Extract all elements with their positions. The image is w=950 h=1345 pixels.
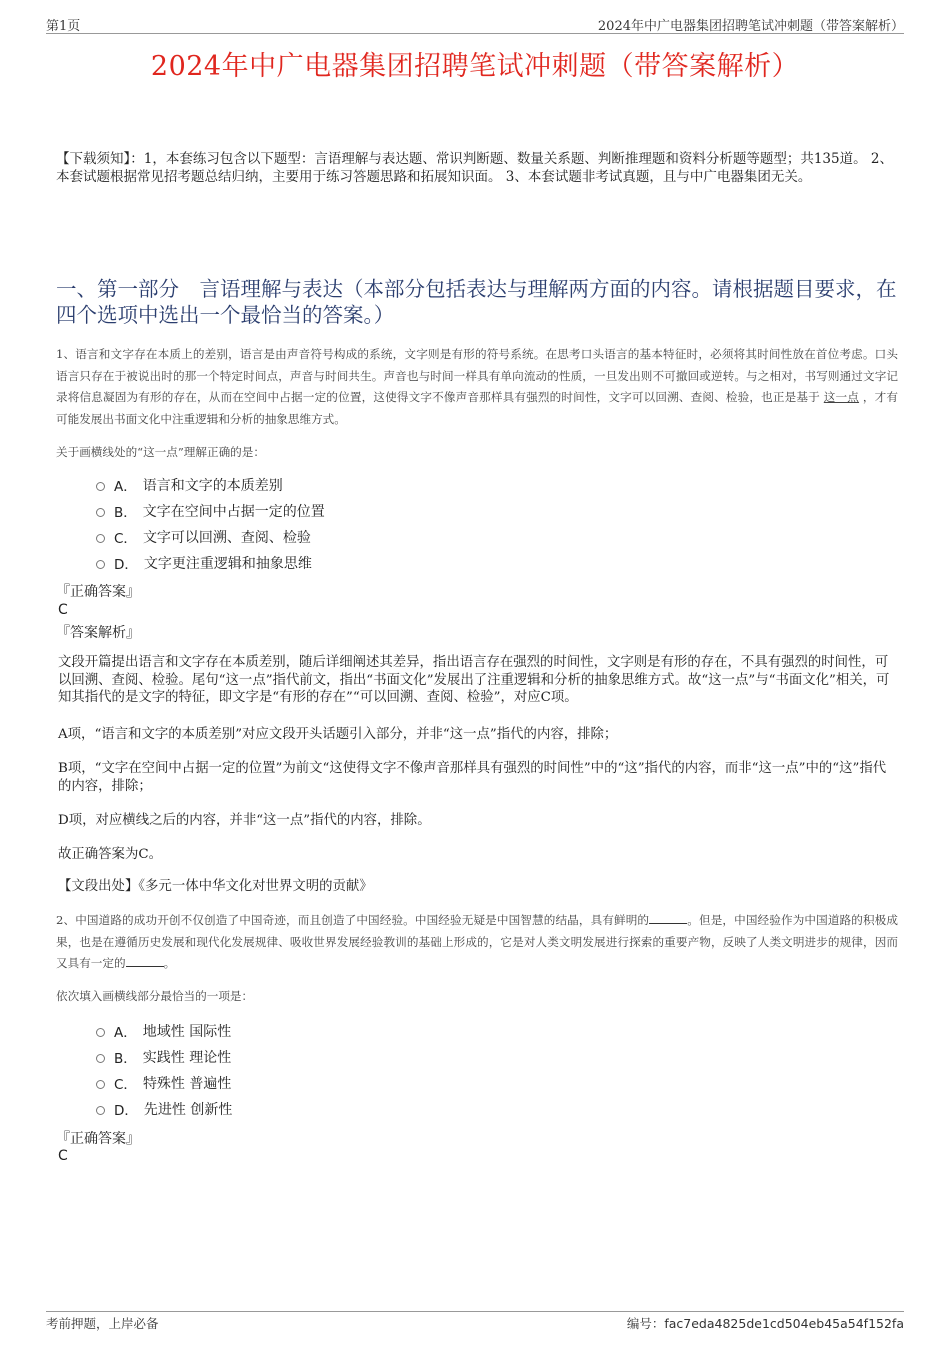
fill-blank [649,911,687,924]
option-letter: C． [114,1077,137,1093]
radio-icon[interactable] [96,1028,105,1037]
question-1-prompt: 关于画横线处的“这一点”理解正确的是： [56,445,265,459]
radio-icon[interactable] [96,1106,105,1115]
option-text: 语言和文字的本质差别 [142,478,283,494]
radio-icon[interactable] [96,1080,105,1089]
q2-option-b[interactable] [96,1046,231,1068]
analysis-label: 『答案解析』 [56,625,140,641]
source-citation: 【文段出处】《多元一体中华文化对世界文明的贡献》 [58,879,373,894]
q2-option-a[interactable] [96,1020,231,1042]
option-text: 地域性 国际性 [142,1024,232,1040]
correct-answer-value: C [58,602,68,618]
analysis-paragraph: D项，对应横线之后的内容，并非“这一点”指代的内容，排除。 [58,813,431,828]
q2-option-d[interactable] [96,1098,232,1120]
question-2-passage [56,910,898,975]
option-letter: D． [114,1103,138,1119]
option-letter: D． [114,557,138,573]
option-text: 文字在空间中占据一定的位置 [142,504,325,520]
code-value: fac7eda4825de1cd504eb45a54f152fa [664,1316,904,1331]
passage-text: 。 [163,956,176,970]
analysis-paragraph: A项，“语言和文字的本质差别”对应文段开头话题引入部分，并非“这一点”指代的内容，排除； [58,727,618,742]
option-letter: B． [114,1051,137,1067]
passage-text: 2、中国道路的成功开创不仅创造了中国奇迹，而且创造了中国经验。中国经验无疑是中国智慧的结晶，具有鲜明的 [56,913,650,927]
code-label: 编号： [626,1316,665,1331]
header-divider [46,33,904,34]
option-text: 实践性 理论性 [142,1050,232,1066]
header-doc-title: 2024年中广电器集团招聘笔试冲刺题（带答案解析） [597,19,904,34]
analysis-paragraph: 故正确答案为C。 [58,847,162,862]
radio-icon[interactable] [96,1054,105,1063]
correct-answer-value: C [58,1148,68,1164]
passage-text: 1、语言和文字存在本质上的差别，语言是由声音符号构成的系统，文字则是有形的符号系统。在思考口头语言的基本特征时，必须将其时间性放在首位考虑。口头语言只存在于被说出时的那一个特定时间点，声音与时间共生。声音也与时间一样具有单向流动的性质，一旦发出则不可撤回或逆转。与之相对，书写则通过文字记录将信息凝固为有形的存在，从而在空间中占据一定的位置，这使得文字不像声音那样具有强烈的时间性，文字可以回溯、查阅、检验，也正是基于 [56,347,898,404]
q1-option-b[interactable] [96,500,325,522]
q1-option-c[interactable] [96,526,311,548]
option-letter: B． [114,505,137,521]
option-text: 文字更注重逻辑和抽象思维 [143,556,312,572]
question-1-passage [56,344,898,430]
radio-icon[interactable] [96,534,105,543]
underlined-phrase: 这一点 [823,390,860,404]
fill-blank [126,954,164,967]
footer-divider [46,1311,904,1312]
option-letter: A． [114,1025,137,1041]
option-text: 先进性 创新性 [143,1102,233,1118]
document-title: 2024年中广电器集团招聘笔试冲刺题（带答案解析） [150,51,800,82]
q1-option-a[interactable] [96,474,283,496]
radio-icon[interactable] [96,560,105,569]
analysis-paragraph: 文段开篇提出语言和文字存在本质差别，随后详细阐述其差异，指出语言存在强烈的时间性，文字则是有形的存在，不具有强烈的时间性，可以回溯、查阅、检验。尾句“这一点”指代前文，指出“书面文化”发展出了注重逻辑和分析的抽象思维方式。故“这一点”与“书面文化”相关，可知其指代的是文字的特征，即文字是“有形的存在”“可以回溯、查阅、检验”，对应C项。 [58,655,890,705]
correct-answer-label: 『正确答案』 [56,584,140,600]
analysis-paragraph: B项，“文字在空间中占据一定的位置”为前文“这使得文字不像声音那样具有强烈的时间性”中的“这”指代的内容，而非“这一点”中的“这”指代的内容，排除； [58,761,887,794]
option-letter: C． [114,531,137,547]
passage-text: 。但是，中国经验作为中国道路的积极成果，也是在遵循历史发展和现代化发展规律、吸收世界发展经验教训的基础上形成的，它是对人类文明发展进行探索的重要产物，反映了人类文明进步的规律，因而又具有一定的 [56,913,898,970]
radio-icon[interactable] [96,482,105,491]
section-heading: 一、第一部分 言语理解与表达（本部分包括表达与理解两方面的内容。请根据题目要求，在四个选项中选出一个最恰当的答案。） [56,277,897,327]
option-letter: A． [114,479,137,495]
radio-icon[interactable] [96,508,105,517]
passage-text-end: ，才有可能发展出书面文化中注重逻辑和分析的抽象思维方式。 [56,390,898,426]
option-text: 特殊性 普遍性 [142,1076,232,1092]
question-2-prompt: 依次填入画横线部分最恰当的一项是： [56,989,254,1003]
q1-option-d[interactable] [96,552,312,574]
page-number: 第1页 [46,19,81,34]
q2-option-c[interactable] [96,1072,231,1094]
correct-answer-label: 『正确答案』 [56,1131,140,1147]
download-notice: 【下载须知】：1，本套练习包含以下题型：言语理解与表达题、常识判断题、数量关系题、判断推理题和资料分析题等题型；共135道。 2、本套试题根据常见招考题总结归纳，主要用于练习答题思路和拓展知识面。 3、本套试题非考试真题，且与中广电器集团无关。 [56,151,893,185]
footer-slogan: 考前押题，上岸必备 [46,1316,159,1331]
footer-code [627,1314,904,1332]
option-text: 文字可以回溯、查阅、检验 [142,530,311,546]
